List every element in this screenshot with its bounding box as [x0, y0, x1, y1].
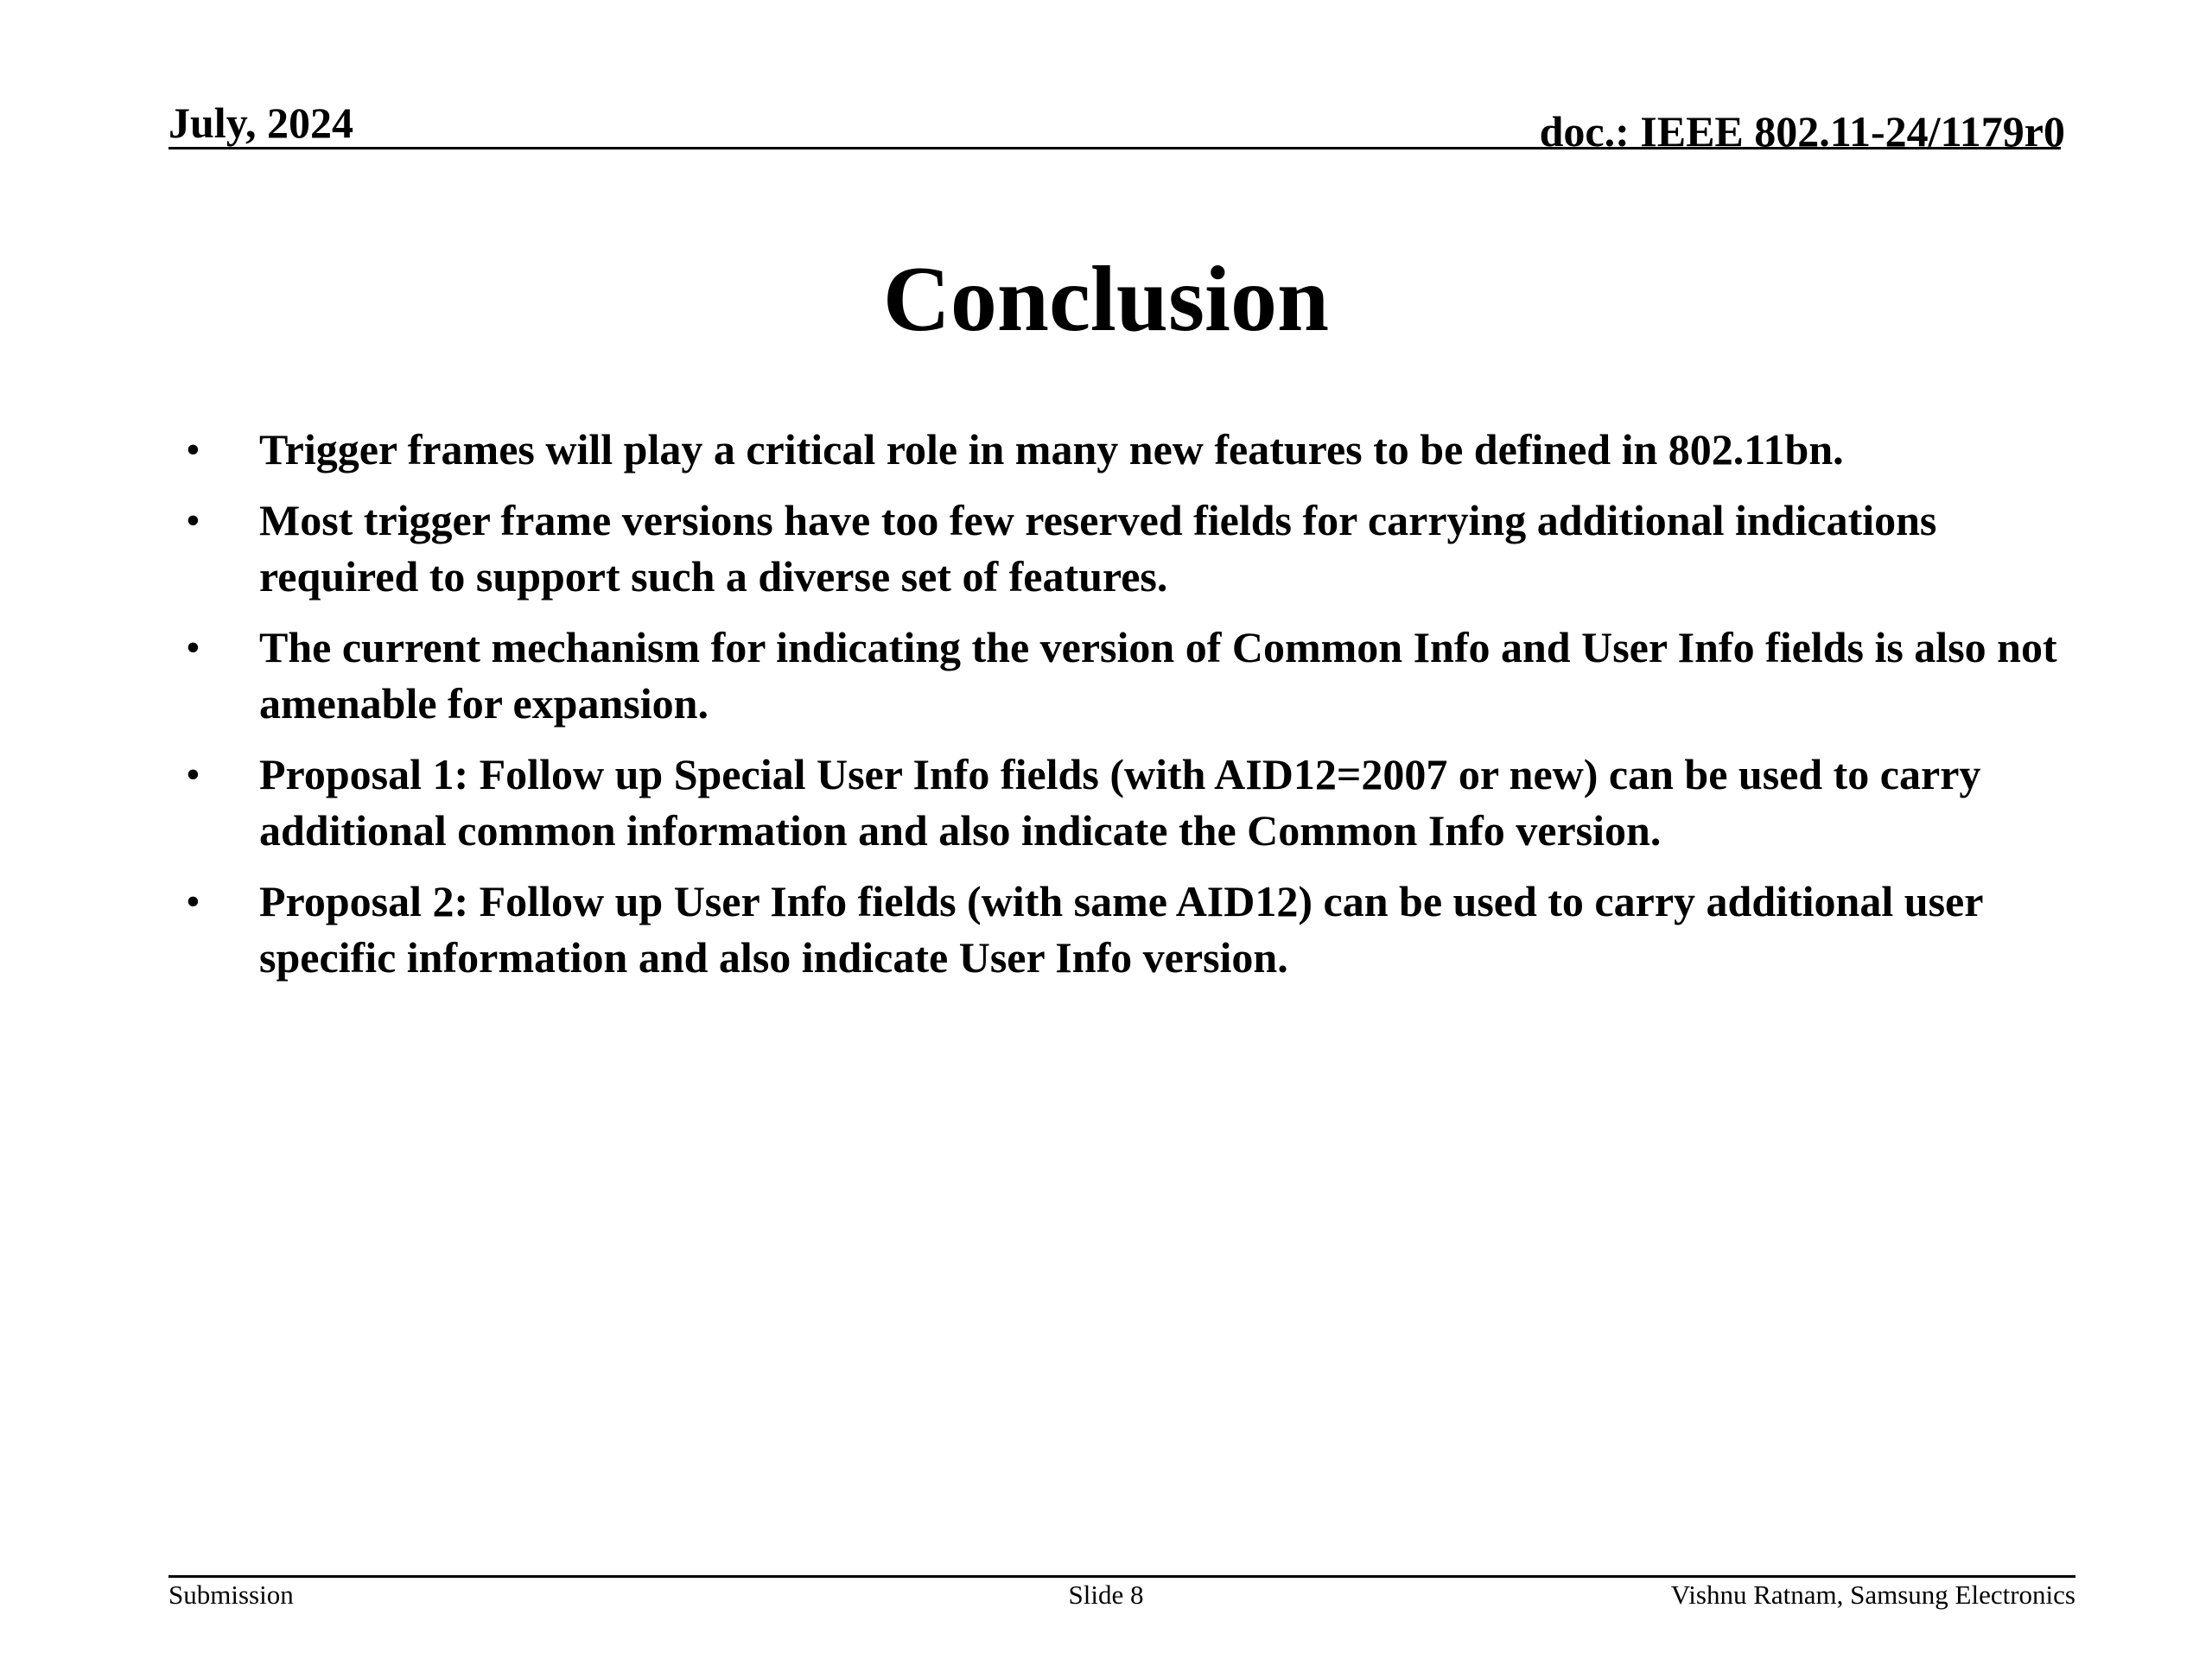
- header-date: July, 2024: [168, 99, 353, 147]
- header-doc-id: doc.: IEEE 802.11-24/1179r0: [1539, 107, 2065, 156]
- bullet-dot-icon: •: [186, 752, 200, 798]
- footer-submission: Submission: [168, 1580, 294, 1610]
- slide-title: Conclusion: [882, 248, 1330, 351]
- bullet-item: [186, 874, 2078, 986]
- bullet-text: Proposal 1: Follow up Special User Info fields (with AID12=2007 or new) can be used to carry additional common information and also indicate the Common Info version.: [259, 750, 1981, 855]
- bullet-dot-icon: •: [186, 498, 200, 543]
- bullet-item: [186, 493, 2078, 605]
- footer-divider: [168, 1575, 2075, 1578]
- bullet-dot-icon: •: [186, 879, 200, 925]
- footer-slide-number: Slide 8: [1068, 1580, 1144, 1610]
- bullet-text: Most trigger frame versions have too few reserved fields for carrying additional indications required to support such a diverse set of features.: [259, 496, 1937, 601]
- bullet-item: [186, 422, 2078, 478]
- bullet-dot-icon: •: [186, 427, 200, 473]
- footer-author: Vishnu Ratnam, Samsung Electronics: [1670, 1580, 2075, 1610]
- bullet-dot-icon: •: [186, 625, 200, 671]
- header-divider: [168, 147, 2061, 149]
- bullet-text: The current mechanism for indicating the version of Common Info and User Info fields is also not amenable for expansion.: [259, 623, 2057, 728]
- bullet-text: Trigger frames will play a critical role in many new features to be defined in 802.11bn.: [259, 425, 1844, 474]
- bullet-list: [186, 422, 2078, 1001]
- bullet-item: [186, 620, 2078, 732]
- bullet-text: Proposal 2: Follow up User Info fields (with same AID12) can be used to carry additional user specific information and also indicate User Info version.: [259, 877, 1983, 982]
- bullet-item: [186, 747, 2078, 859]
